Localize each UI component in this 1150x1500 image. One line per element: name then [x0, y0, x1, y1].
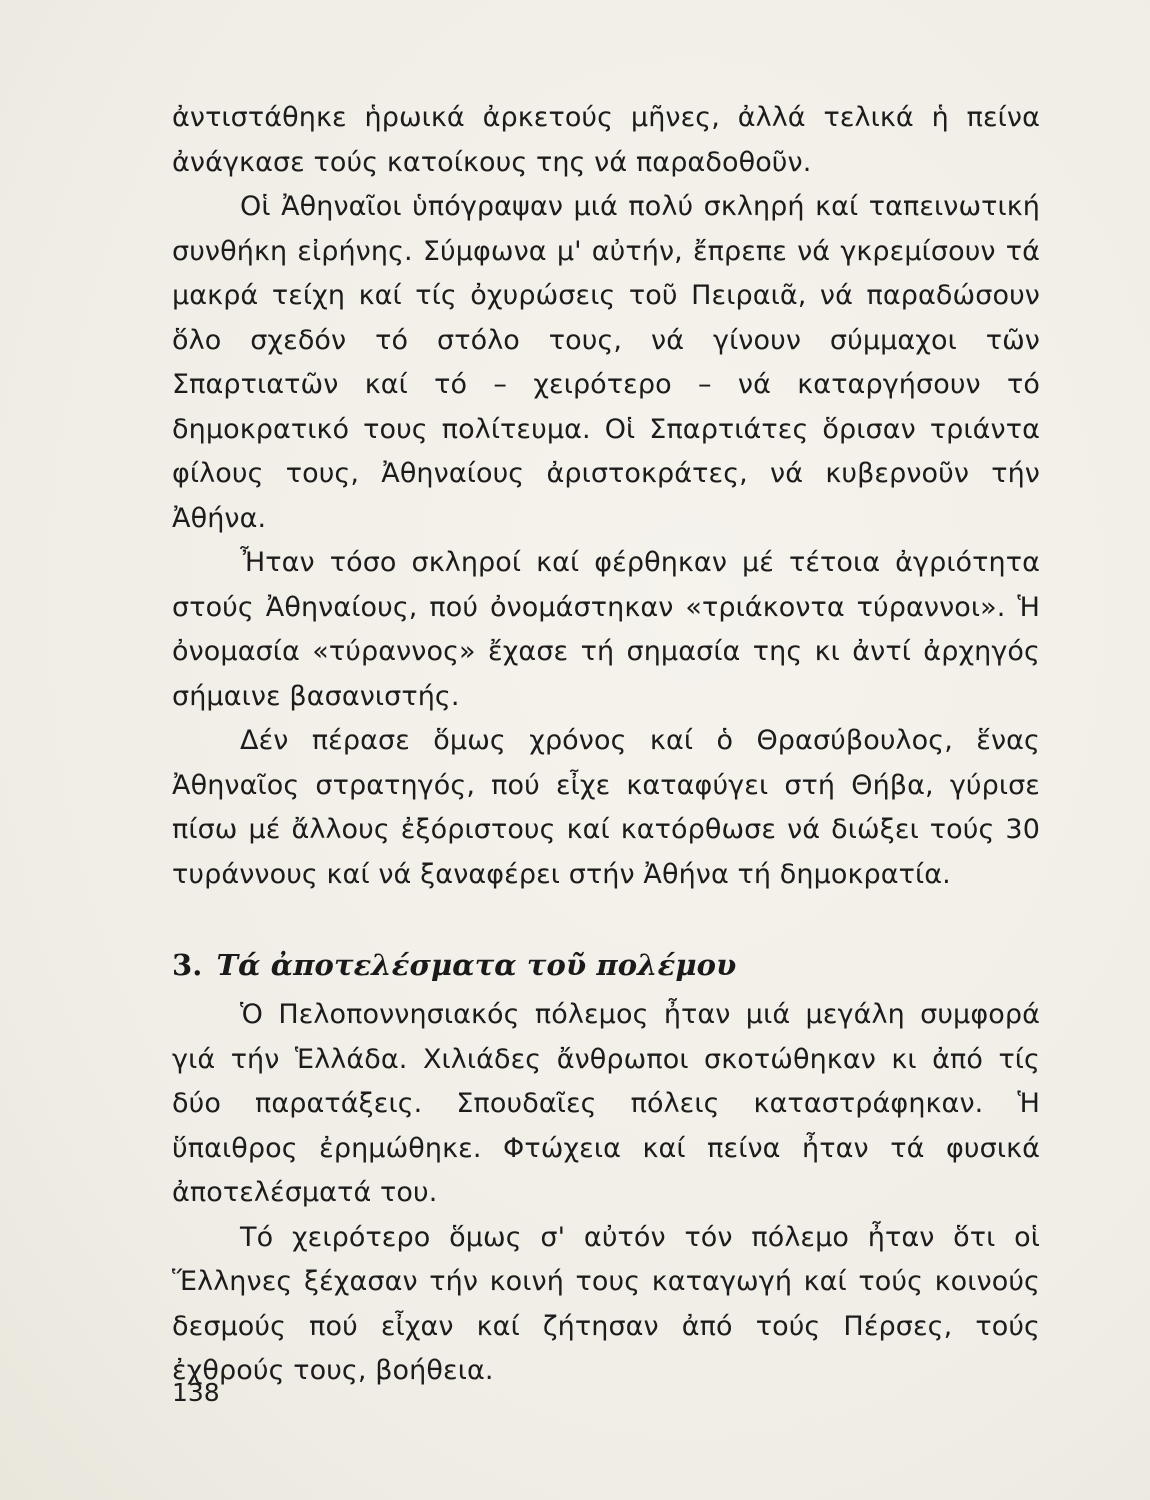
page-number: 138 — [172, 1378, 220, 1407]
paragraph-continued: ἀντιστάθηκε ἡρωικά ἀρκετούς μῆνες, ἀλλά τελικά ἡ πείνα ἀνάγκασε τούς κατοίκους της νά παραδοθοῦν. — [172, 102, 1040, 178]
page-body — [172, 96, 1040, 1394]
paragraph-thirty-tyrants: Ἦταν τόσο σκληροί καί φέρθηκαν μέ τέτοια ἀγριότητα στούς Ἀθηναίους, πού ὀνομάστηκαν «τριάκοντα τύραννοι». Ἡ ὀνομασία «τύραννος» ἔχασε τή σημασία της κι ἀντί ἀρχηγός σήμαινε βασανιστής. — [172, 547, 1040, 712]
paragraph-war-consequences: Ὁ Πελοποννησιακός πόλεμος ἦταν μιά μεγάλη συμφορά γιά τήν Ἑλλάδα. Χιλιάδες ἄνθρωποι σκοτώθηκαν κι ἀπό τίς δύο παρατάξεις. Σπουδαῖες πόλεις καταστράφηκαν. Ἡ ὕπαιθρος ἐρημώθηκε. Φτώχεια καί πείνα ἦταν τά φυσικά ἀποτελέσματά του. — [172, 999, 1040, 1208]
section-title: Τά ἀποτελέσματα τοῦ πολέμου — [216, 948, 737, 982]
section-number: 3. — [172, 948, 203, 982]
section-heading — [172, 945, 1040, 985]
paragraph-thrasybulus: Δέν πέρασε ὅμως χρόνος καί ὁ Θρασύβουλος, ἕνας Ἀθηναῖος στρατηγός, πού εἶχε καταφύγει στή Θήβα, γύρισε πίσω μέ ἄλλους ἐξόριστους καί κατόρθωσε νά διώξει τούς 30 τυράννους καί νά ξαναφέρει στήν Ἀθήνα τή δημοκρατία. — [172, 725, 1040, 890]
paragraph-peace-treaty: Οἱ Ἀθηναῖοι ὑπόγραψαν μιά πολύ σκληρή καί ταπεινωτική συνθήκη εἰρήνης. Σύμφωνα μ' αὐτήν, ἔπρεπε νά γκρεμίσουν τά μακρά τείχη καί τίς ὀχυρώσεις τοῦ Πειραιᾶ, νά παραδώσουν ὅλο σχεδόν τό στόλο τους, νά γίνουν σύμμαχοι τῶν Σπαρτιατῶν καί τό – χειρότερο – νά καταργήσουν τό δημοκρατικό τους πολίτευμα. Οἱ Σπαρτιάτες ὅρισαν τριάντα φίλους τους, Ἀθηναίους ἀριστοκράτες, νά κυβερνοῦν τήν Ἀθήνα. — [172, 191, 1040, 534]
paragraph-worst-outcome: Τό χειρότερο ὅμως σ' αὐτόν τόν πόλεμο ἦταν ὅτι οἱ Ἕλληνες ξέχασαν τήν κοινή τους καταγωγή καί τούς κοινούς δεσμούς πού εἶχαν καί ζήτησαν ἀπό τούς Πέρσες, τούς ἐχθρούς τους, βοήθεια. — [172, 1221, 1040, 1386]
